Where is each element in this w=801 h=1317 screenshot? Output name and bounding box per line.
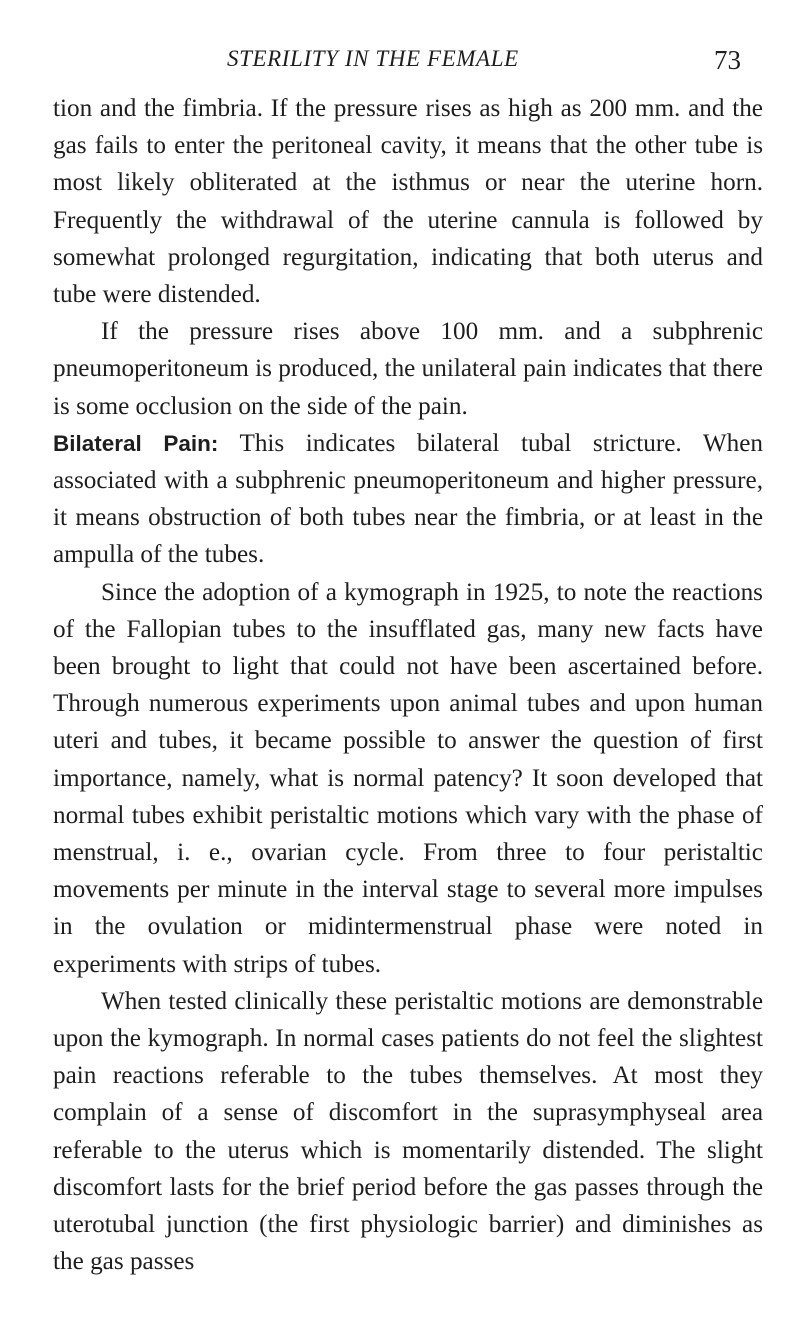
paragraph-3 [53, 425, 763, 574]
running-title: STERILITY IN THE FEMALE [227, 46, 519, 71]
paragraph-4: Since the adoption of a kymograph in 1925, to note the reactions of the Fallopian tubes to the insufflated gas, many new facts have been brought to light that could not have been ascertained before. Through numerous experiments upon animal tubes and upon human uteri and tubes, it became possible to answer the question of first importance, namely, what is normal patency? It soon developed that normal tubes exhibit peristaltic motions which vary with the phase of menstrual, i. e., ovarian cycle. From three to four peristaltic movements per minute in the interval stage to several more impulses in the ovulation or midintermenstrual phase were noted in experiments with strips of tubes. [53, 578, 763, 978]
run-in-heading: Bilateral Pain: [53, 430, 219, 456]
running-head [0, 41, 801, 77]
paragraph-5: When tested clinically these peristaltic motions are demonstrable upon the kymograph. In normal cases patients do not feel the slightest pain reactions referable to the tubes themselves. At most they complain of a sense of discomfort in the suprasymphyseal area referable to the uterus which is momentarily distended. The slight discomfort lasts for the brief period before the gas passes through the uterotubal junction (the first physiologic barrier) and diminishes as the gas passes [53, 987, 763, 1276]
paragraph-1: tion and the fimbria. If the pressure rises as high as 200 mm. and the gas fails to enter the peritoneal cavity, it means that the other tube is most likely obliterated at the isthmus or near the uterine horn. Frequently the withdrawal of the uterine cannula is followed by somewhat prolonged regurgitation, indicating that both uterus and tube were distended. [53, 95, 763, 309]
paragraph-2: If the pressure rises above 100 mm. and a subphrenic pneumoperitoneum is produced, the unilateral pain indicates that there is some occlusion on the side of the pain. [53, 318, 763, 420]
body-text [53, 90, 763, 1281]
page-number: 73 [714, 45, 741, 75]
paragraph-3-text: This indicates bilateral tubal stricture. When associated with a subphrenic pneumoperitoneum and higher pressure, it means obstruction of both tubes near the fimbria, or at least in the ampulla of the tubes. [53, 429, 763, 569]
